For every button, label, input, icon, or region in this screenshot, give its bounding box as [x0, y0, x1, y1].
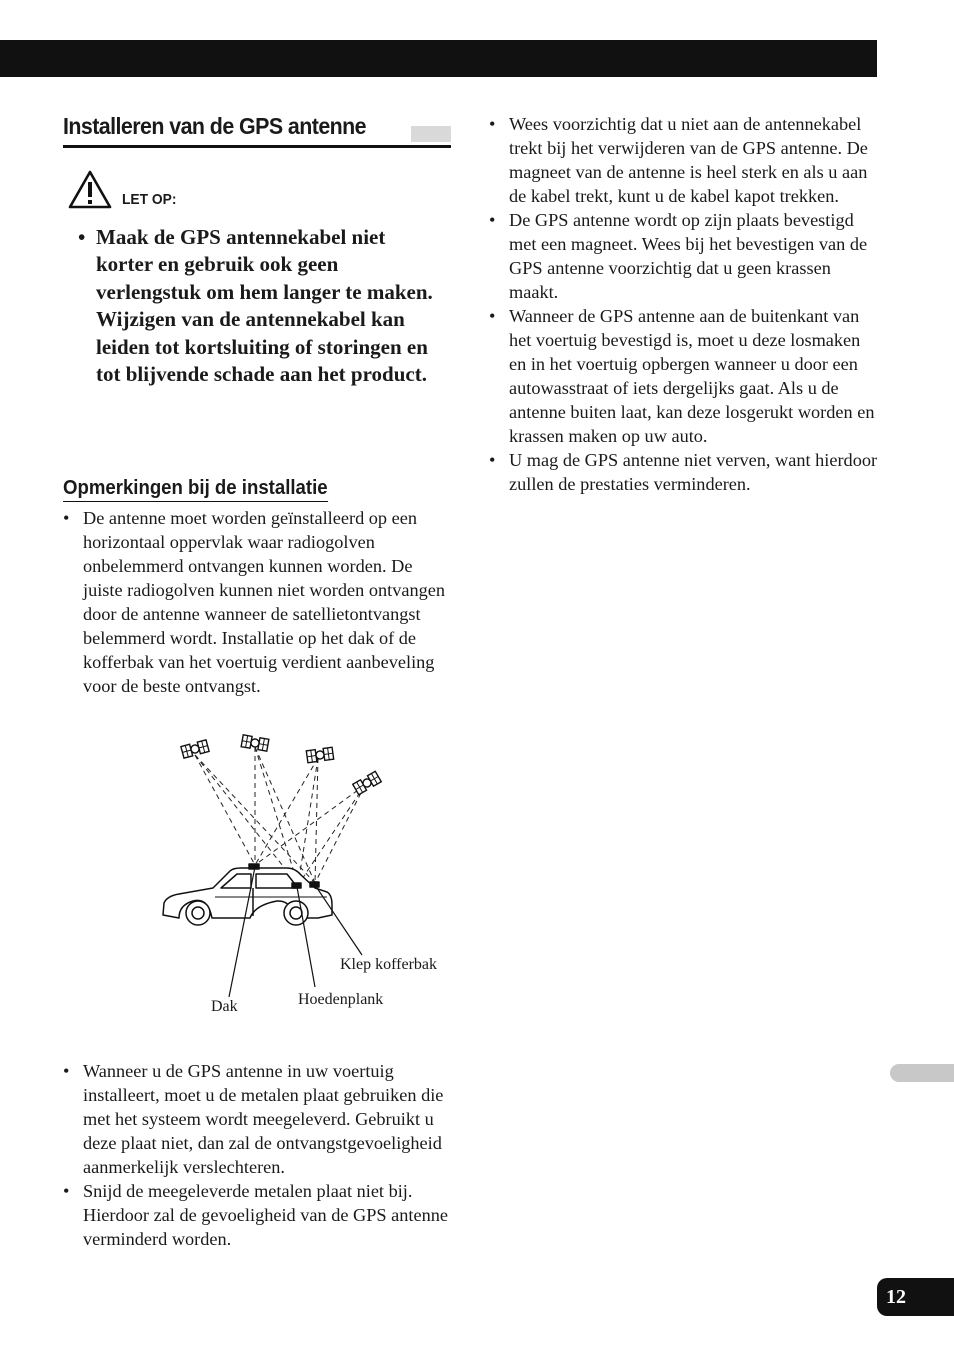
label-rear-shelf: Hoedenplank [298, 991, 384, 1008]
label-roof: Dak [211, 998, 238, 1015]
bullet: • [63, 1181, 70, 1201]
caution-text: Maak de GPS antennekabel niet korter en gebruik ook geen verlengstuk om hem langer te maken. Wijzigen van de antennekabel kan leiden tot kortsluiting of storingen en tot blijvende schade aan het product. [96, 225, 433, 387]
heading-shade-bar [411, 126, 451, 142]
list-item [63, 1059, 455, 1179]
notes-heading: Opmerkingen bij de installatie [63, 476, 328, 502]
car-icon [163, 864, 332, 925]
bullet: • [489, 114, 496, 134]
list-item [489, 112, 881, 208]
bullet: • [489, 450, 496, 470]
bullet: • [63, 1061, 70, 1081]
list-item [489, 208, 881, 304]
bullet: • [489, 210, 496, 230]
list-item-text: Wanneer u de GPS antenne in uw voertuig installeert, moet u de metalen plaat gebruiken die met het systeem wordt meegeleverd. Gebruikt u deze plaat niet, dan zal de ontvangstgevoeligheid aanmerkelijk verslechteren. [83, 1061, 444, 1177]
header-bar [0, 40, 877, 77]
list-item-text: De GPS antenne wordt op zijn plaats bevestigd met een magneet. Wees bij het bevestigen van de GPS antenne voorzichtig dat u geen krassen maakt. [509, 210, 868, 302]
caution-label: LET OP: [122, 191, 177, 208]
list-item [489, 448, 881, 496]
notes-list-left-bottom [63, 1059, 455, 1251]
notes-list-left-top [63, 506, 455, 698]
section-heading [63, 112, 451, 148]
list-item-text: Wees voorzichtig dat u niet aan de antennekabel trekt bij het verwijderen van de GPS antenne. De magneet van de antenne is heel sterk en als u aan de kabel trekt, kunt u de kabel kapot trekken. [509, 114, 868, 206]
page-title: Installeren van de GPS antenne [63, 112, 373, 140]
list-item-text: U mag de GPS antenne niet verven, want hierdoor zullen de prestaties verminderen. [509, 450, 878, 494]
section-tab [890, 1064, 954, 1082]
warning-triangle-icon [68, 170, 112, 210]
list-item [63, 506, 455, 698]
gps-installation-diagram [155, 725, 465, 1025]
satellite-icon [353, 771, 382, 794]
notes-list-right [489, 112, 881, 496]
page-number: 12 [877, 1278, 954, 1316]
bullet: • [78, 225, 86, 249]
list-item-text: De antenne moet worden geïnstalleerd op een horizontaal oppervlak waar radiogolven onbelemmerd ontvangen kunnen worden. De juiste radiogolven kunnen niet worden ontvangen door de antenne wanneer de satellietontvangst belemmerd wordt. Installatie op het dak of de kofferbak van het voertuig verdient aanbeveling voor de beste ontvangst. [83, 508, 445, 696]
label-trunk-lid: Klep kofferbak [340, 956, 437, 973]
satellite-icon [306, 747, 333, 763]
caution-item [78, 224, 438, 388]
list-item [63, 1179, 455, 1251]
list-item-text: Wanneer de GPS antenne aan de buitenkant van het voertuig bevestigd is, moet u deze losmaken en in het voertuig opbergen wanneer u door een autowasstraat of iets dergelijks gaat. Als u de antenne buiten laat, kan deze losgerukt worden en krassen maken op uw auto. [509, 306, 875, 446]
bullet: • [63, 508, 70, 528]
bullet: • [489, 306, 496, 326]
list-item [489, 304, 881, 448]
list-item-text: Snijd de meegeleverde metalen plaat niet bij. Hierdoor zal de gevoeligheid van de GPS antenne verminderd worden. [83, 1181, 449, 1249]
